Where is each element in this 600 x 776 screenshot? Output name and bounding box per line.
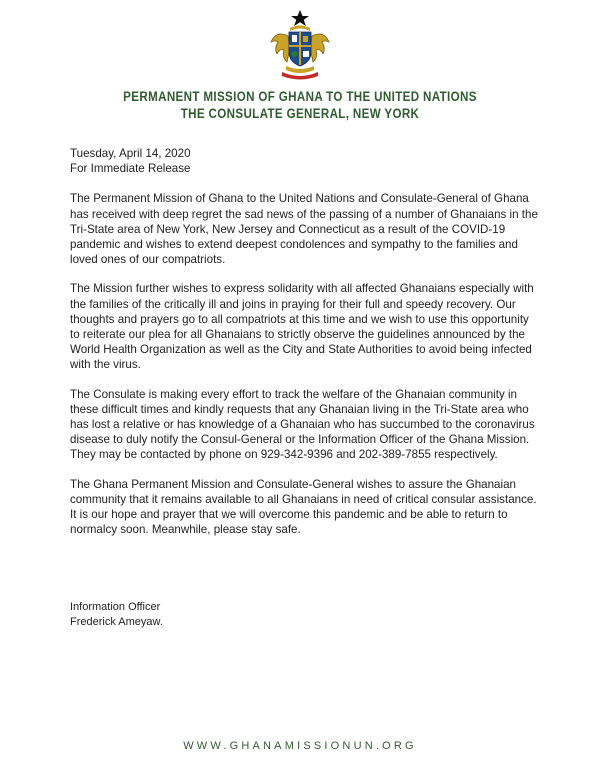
letter-body [70, 146, 538, 551]
letterhead-line-consulate: THE CONSULATE GENERAL, NEW YORK [180, 106, 420, 121]
ghana-coat-of-arms-icon [268, 8, 332, 80]
letterhead [0, 88, 600, 122]
paragraph-assurance: The Ghana Permanent Mission and Consulate-General wishes to assure the Ghanaian community that it remains available to all Ghanaians in need of critical consular assistance. It is our hope and prayer that we will overcome this pandemic and be able to return to normalcy soon. Meanwhile, please stay safe. [70, 477, 537, 537]
release-note: For Immediate Release [70, 162, 191, 176]
signature-title: Information Officer [70, 601, 161, 613]
paragraph-solidarity: The Mission further wishes to express solidarity with all affected Ghanaians especially with the families of the critically ill and joins in praying for their full and speedy recovery. Our thoughts and prayers go to all compatriots at this time and we wish to use this opportunity to reiterate our plea for all Ghanaians to strictly observe the guidelines announced by the World Health Organization as well as the City and State Authorities to avoid being infected with the virus. [70, 282, 534, 372]
signature-name: Frederick Ameyaw. [70, 616, 163, 628]
letterhead-line-mission: PERMANENT MISSION OF GHANA TO THE UNITED NATIONS [123, 89, 477, 104]
letter-date: Tuesday, April 14, 2020 [70, 147, 191, 160]
paragraph-welfare: The Consulate is making every effort to track the welfare of the Ghanaian community in these difficult times and kindly requests that any Ghanaian living in the Tri-State area who has lost a relative or has knowledge of a Ghanaian who has succumbed to the coronavirus disease to duly notify the Consul-General or the Information Officer of the Ghana Mission. They may be contacted by phone on 929-342-9396 and 202-389-7855 respectively. [70, 387, 535, 462]
date-block [70, 146, 538, 176]
footer-website: WWW.GHANAMISSIONUN.ORG [183, 740, 417, 752]
signature-block [70, 600, 163, 630]
paragraph-condolences: The Permanent Mission of Ghana to the United Nations and Consulate-General of Ghana has received with deep regret the sad news of the passing of a number of Ghanaians in the Tri-State area of New York, New Jersey and Connecticut as a result of the COVID-19 pandemic and wishes to extend deepest condolences and sympathy to the families and loved ones of our compatriots. [70, 192, 538, 267]
